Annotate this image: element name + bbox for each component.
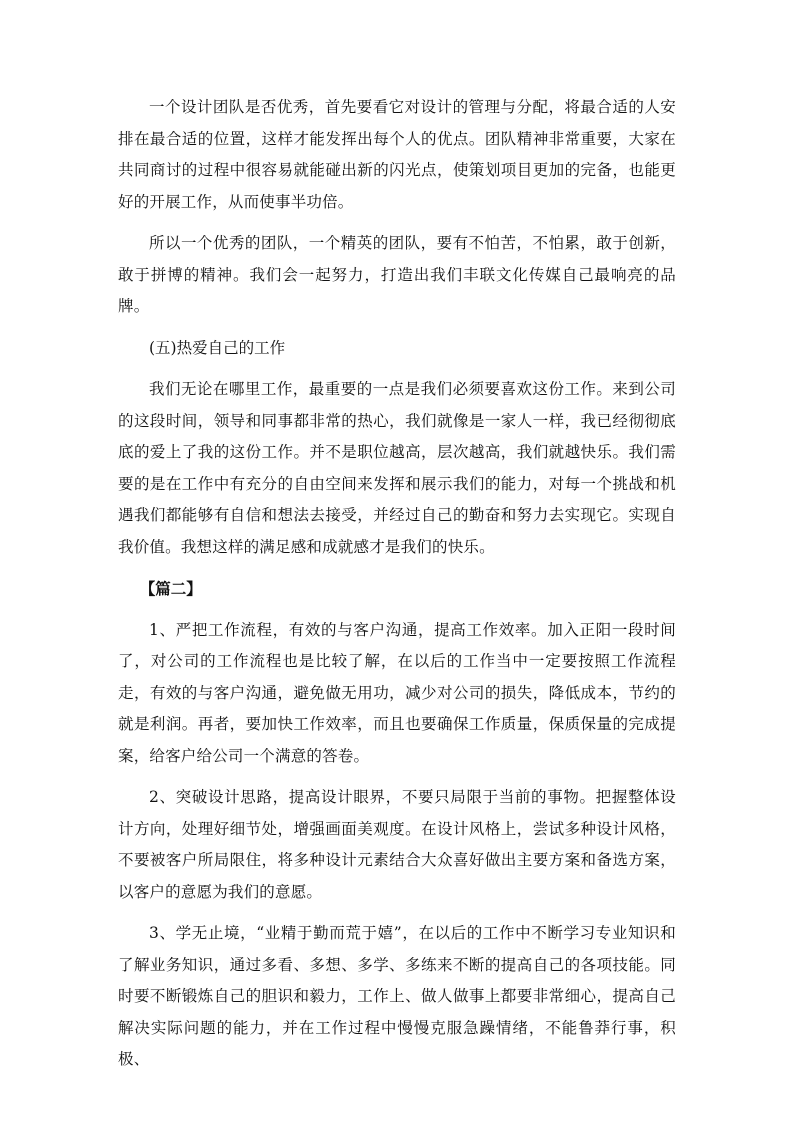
section-title: 【篇二】 [139, 579, 202, 598]
paragraph-item-3: 3、学无止境，“业精于勤而荒于嬉”，在以后的工作中不断学习专业知识和了解业务知识，通过多看、多想、多学、多练来不断的提高自己的各项技能。同时要不断锻炼自己的胆识和毅力，工作上、做人做事上都要非常细心，提高自己解决实际问题的能力，并在工作过程中慢慢克服急躁情绪，不能鲁莽行事，积极、 [118, 924, 676, 1068]
paragraph-team-management: 一个设计团队是否优秀，首先要看它对设计的管理与分配，将最合适的人安排在最合适的位置，这样才能发挥出每个人的优点。团队精神非常重要，大家在共同商讨的过程中很容易就能碰出新的闪光点，使策划项目更加的完备，也能更好的开展工作，从而使事半功倍。 [118, 98, 676, 211]
paragraph-item-1: 1、严把工作流程，有效的与客户沟通，提高工作效率。加入正阳一段时间了，对公司的工作流程也是比较了解，在以后的工作当中一定要按照工作流程走，有效的与客户沟通，避免做无用功，减少对公司的损失，降低成本，节约的就是利润。再者，要加快工作效率，而且也要确保工作质量，保质保量的完成提案，给客户给公司一个满意的答卷。 [118, 620, 676, 765]
document-body [118, 92, 676, 1086]
paragraph-excellent-team: 所以一个优秀的团队，一个精英的团队，要有不怕苦，不怕累，敢于创新，敢于拼博的精神。我们会一起努力，打造出我们丰联文化传媒自己最响亮的品牌。 [118, 234, 676, 315]
subheading-love-work: (五)热爱自己的工作 [149, 338, 286, 357]
paragraph-item-2: 2、突破设计思路，提高设计眼界，不要只局限于当前的事物。把握整体设计方向，处理好细节处，增强画面美观度。在设计风格上，尝试多种设计风格，不要被客户所局限住，将多种设计元素结合大众喜好做出主要方案和备选方案，以客户的意愿为我们的意愿。 [118, 788, 676, 901]
paragraph-love-work: 我们无论在哪里工作，最重要的一点是我们必须要喜欢这份工作。来到公司的这段时间，领导和同事都非常的热心，我们就像是一家人一样，我已经彻彻底底的爱上了我的这份工作。并不是职位越高，层次越高，我们就越快乐。我们需要的是在工作中有充分的自由空间来发挥和展示我们的能力，对每一个挑战和机遇我们都能够有自信和想法去接受，并经过自己的勤奋和努力去实现它。实现自我价值。我想这样的满足感和成就感才是我们的快乐。 [118, 380, 676, 556]
